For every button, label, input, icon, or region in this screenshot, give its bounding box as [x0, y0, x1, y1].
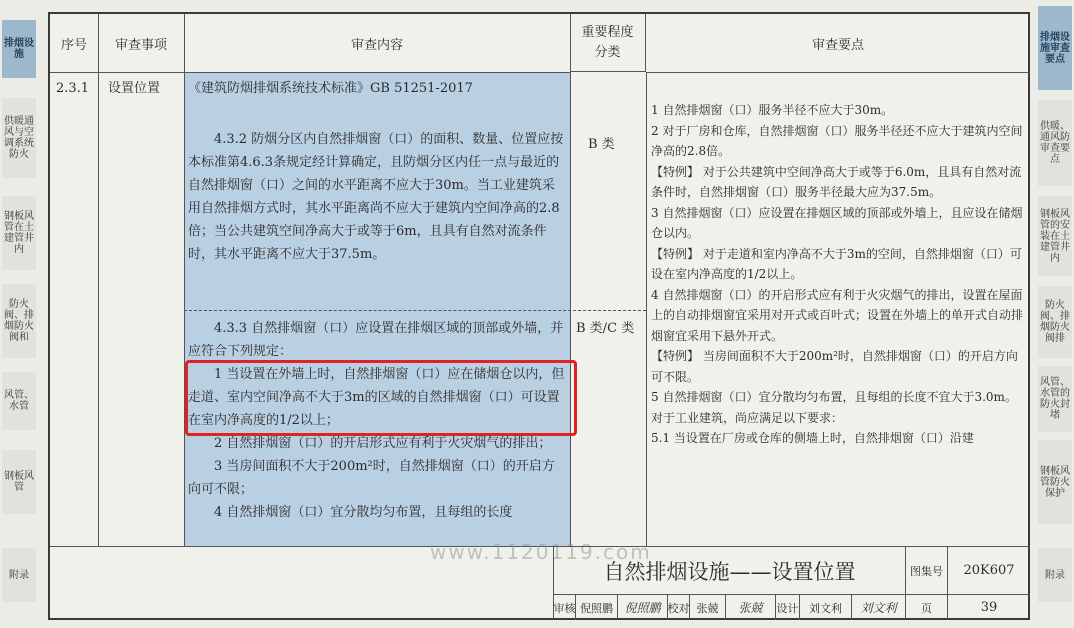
left-chapter-tabs — [0, 0, 38, 628]
tab-label: 供暖、通风防审查要点 — [1040, 121, 1070, 165]
header-label: 重要程度分类 — [581, 24, 634, 60]
right-tab-smoke-exhaust[interactable] — [1038, 6, 1072, 90]
check-name: 张兢 — [689, 594, 725, 620]
clause-432-text: 4.3.2 防烟分区内自然排烟窗（口）的面积、数量、位置应按本标准第4.6.3条规定经计算确定，且防烟分区内任一点与最近的自然排烟窗（口）之间的水平距离不应大于30m。当工业建筑采用自然排烟方式时，其水平距离尚不应大于建筑内空间净高的2.8倍；当公共建筑空间净高大于或等于6m，且具有自然对流条件时，其水平距离不应大于37.5m。 — [188, 132, 564, 262]
tab-label: 风管、水管的防火封堵 — [1040, 377, 1070, 421]
point-line: 5.1 当设置在厂房或仓库的侧墙上时，自然排烟窗（口）沿建 — [651, 431, 974, 445]
point-line: 3 自然排烟窗（口）应设置在排烟区域的顶部或外墙上，且应设在储烟仓以内。 — [651, 205, 1023, 240]
left-tab-pipes[interactable] — [2, 372, 36, 430]
review-signature: 倪照鹏 — [617, 594, 667, 620]
point-line: 【特例】 对于走道和室内净高不大于3m的空间，自然排烟窗（口）可设在室内净高度的1/2以上。 — [651, 246, 1022, 281]
header-label: 序号 — [60, 37, 87, 53]
tab-label: 钢板风管的安装在土建管井内 — [1040, 208, 1070, 264]
right-tab-hvac[interactable] — [1038, 100, 1072, 186]
design-label: 设计 — [775, 594, 799, 620]
class-433: B 类/C 类 — [576, 321, 635, 336]
point-line: 1 自然排烟窗（口）服务半径不应大于30m。 — [651, 103, 894, 117]
title-block — [553, 546, 1030, 620]
col-divider — [184, 72, 185, 546]
drawing-title: 自然排烟设施——设置位置 — [553, 546, 905, 594]
watermark: www.1120119.com — [430, 540, 652, 564]
check-signature: 张兢 — [725, 594, 775, 620]
point-line: 2 对于厂房和仓库，自然排烟窗（口）服务半径还不应大于建筑内空间净高的2.8倍。 — [651, 123, 1023, 158]
clause-433-item-3: 3 当房间面积不大于200m²时，自然排烟窗（口）的开启方向可不限； — [188, 459, 555, 497]
class-432: B 类 — [588, 137, 615, 152]
right-tab-pipes[interactable] — [1038, 366, 1072, 432]
left-tab-duct-shaft[interactable] — [2, 196, 36, 270]
left-tab-fire-damper[interactable] — [2, 284, 36, 358]
header-label: 审查要点 — [811, 37, 864, 53]
col-divider — [570, 72, 571, 546]
review-points — [651, 100, 1027, 449]
left-tab-hvac[interactable] — [2, 98, 36, 178]
tab-label: 钢板风管在土建管井内 — [4, 211, 34, 255]
clause-433-item-4: 4 自然排烟窗（口）宜分散均匀布置，且每组的长度 — [214, 505, 513, 520]
tab-label: 附录 — [9, 569, 29, 581]
right-tab-duct-shaft[interactable] — [1038, 196, 1072, 276]
row-item: 设置位置 — [108, 81, 161, 96]
tab-label: 防火阀、排烟防火阀排 — [1040, 300, 1070, 344]
col-divider — [98, 72, 99, 546]
header-content — [184, 14, 571, 73]
point-line: 4 自然排烟窗（口）的开启形式应有利于火灾烟气的排出，设置在屋面上的自动排烟窗宜采用对开式或百叶式；设置在外墙上的单开式自动排烟窗宜采用下悬外开式。 — [651, 287, 1024, 343]
right-tab-fire-damper[interactable] — [1038, 286, 1072, 358]
page-label: 页 — [905, 594, 947, 620]
design-name: 刘文利 — [799, 594, 851, 620]
tab-label: 防火阀、排烟防火阀和 — [4, 299, 34, 343]
tab-label: 附录 — [1045, 569, 1065, 581]
atlas-number: 20K607 — [947, 546, 1030, 594]
clause-divider — [184, 310, 646, 311]
point-line: 【特例】 当房间面积不大于200m²时，自然排烟窗（口）的开启方向可不限。 — [651, 349, 1018, 384]
review-label: 审核 — [553, 594, 575, 620]
point-line: 【特例】 对于公共建筑中空间净高大于或等于6.0m，且具有自然对流条件时，自然排烟窗（口）服务半径最大应为37.5m。 — [651, 164, 1022, 199]
highlight-annotation-box — [185, 360, 577, 436]
review-table-sheet — [48, 12, 1030, 620]
clause-433-intro: 4.3.3 自然排烟窗（口）应设置在排烟区域的顶部或外墙，并应符合下列规定： — [188, 321, 564, 359]
page-number: 39 — [947, 594, 1030, 620]
tab-label: 排烟设施审查要点 — [1040, 31, 1070, 65]
left-tab-steel-duct[interactable] — [2, 450, 36, 514]
header-label: 审查内容 — [350, 37, 403, 53]
header-label: 审查事项 — [114, 37, 167, 53]
std-title: 《建筑防烟排烟系统技术标准》GB 51251-2017 — [188, 81, 473, 96]
clause-433-item-2: 2 自然排烟窗（口）的开启形式应有利于火灾烟气的排出； — [214, 436, 552, 451]
header-importance — [570, 14, 646, 72]
design-signature: 刘文利 — [851, 594, 905, 620]
tab-label: 风管、水管 — [4, 390, 34, 412]
right-chapter-tabs — [1036, 0, 1074, 628]
left-tab-appendix[interactable] — [2, 548, 36, 602]
atlas-label: 图集号 — [905, 546, 947, 594]
tab-label: 钢板风管防火保护 — [1040, 465, 1070, 499]
check-label: 校对 — [667, 594, 689, 620]
clause-433-item-1: 1 当设置在外墙上时，自然排烟窗（口）应在储烟仓以内，但走道、室内空间净高不大于3m的区域的自然排烟窗（口）可设置在室内净高度的1/2以上； — [188, 367, 565, 428]
header-points — [646, 14, 1030, 73]
clause-432 — [188, 128, 566, 266]
point-line: 5 自然排烟窗（口）宜分散均匀布置，且每组的长度不宜大于3.0m。对于工业建筑，尚应满足以下要求： — [651, 390, 1017, 425]
header-seq — [50, 14, 99, 73]
review-name: 倪照鹏 — [575, 594, 617, 620]
right-tab-appendix[interactable] — [1038, 548, 1072, 602]
row-seq: 2.3.1 — [56, 81, 90, 96]
tab-label: 钢板风管 — [4, 471, 34, 493]
tab-label: 排烟设施 — [4, 38, 34, 60]
header-item — [98, 14, 185, 73]
left-tab-smoke-exhaust[interactable] — [2, 20, 36, 78]
col-divider — [646, 72, 647, 546]
tab-label: 供暖通风与空调系统防火 — [4, 116, 34, 160]
right-tab-steel-duct[interactable] — [1038, 440, 1072, 524]
